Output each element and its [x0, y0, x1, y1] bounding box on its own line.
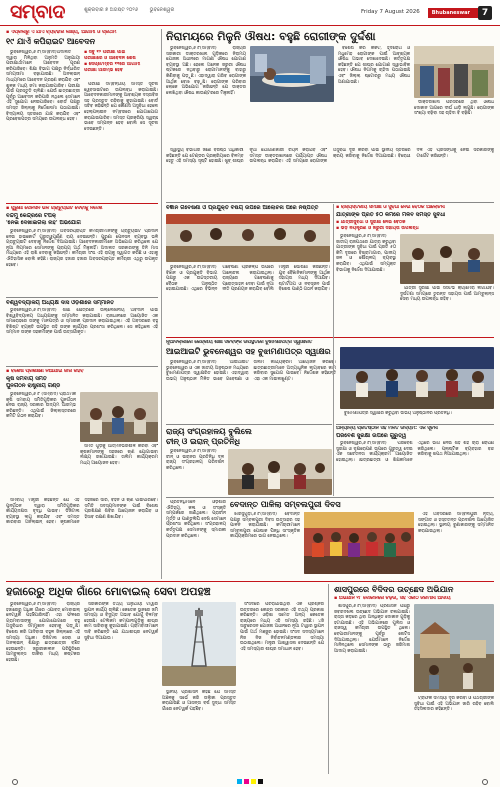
story2-body-1: ଭୁବନେଶ୍ୱର,୬।୮(ସମ୍ବାଦ) ରାଜ୍ୟର ସରକାରୀ ଡାକ୍ତରଖାନା ଗୁଡ଼ିକରେ ନିରାମୟ ଯୋଜନା ଅଧୀନରେ ମାଗଣା ଔଷଧ ଯୋଗାଣ ବ୍ୟବସ୍ଥା ଅଛି। ହେଲେ ଅନେକ ଜରୁରୀ ଔଷଧ ଷ୍ଟକରେ ନଥିବାରୁ ରୋଗୀମାନଙ୍କୁ ବାହାରୁ କିଣିବାକୁ ପଡ଼ୁଛି। ଏହାଦ୍ୱାରା ଗରିବ ରୋଗୀଙ୍କ ଆର୍ଥିକ ବୋଝ ବଢ଼ୁଛି। ରୋଗୀଙ୍କ ପରିବାର ଲୋକେ ଅଭିଯୋଗ କରିଛନ୍ତି ଯେ ଡାକ୍ତର ଲେଖିଥିବା ଔଷଧ କାଉଣ୍ଟରରେ ମିଳୁନାହିଁ।: [166, 46, 246, 96]
date-odia: ଶୁକ୍ରବାର ୭ ଅଗଷ୍ଟ ୨୦୨୬: [84, 7, 139, 13]
story1-body-cont: ପରୀକ୍ଷା ସମ୍ବନ୍ଧୀୟ ସମସ୍ତ ସୂଚନା ୱେବସାଇଟରେ ଉପଲବ୍ଧ କରାଯାଇଛି। ଆବେଦନକାରୀମାନଙ୍କୁ ଆବଶ୍ୟକ ଦସ୍ତାବିଜ ସହ ପ୍ରସ୍ତୁତ ରହିବାକୁ କୁହାଯାଇଛି। ବୋର୍ଡ ସଚିବ କହିଛନ୍ତି ଯେ କୌଣସି ଅସୁବିଧା ହେଲେ ହେଲ୍ପଲାଇନ ନମ୍ବରରେ ଯୋଗାଯୋଗ କରାଯାଇପାରିବ। ସମସ୍ତ ପ୍ରକ୍ରିୟା ସ୍ୱଚ୍ଛ ଭାବେ ସମ୍ପନ୍ନ ହେବ ବୋଲି ସେ ସୂଚନା ଦେଇଛନ୍ତି।: [84, 82, 158, 132]
story8-kicker: ନୂଆଦିଲ୍ଲୀରେ କେନ୍ଦ୍ରୀୟ ଶିକ୍ଷା ସଚିବଙ୍କ ଉପସ୍ଥିତିରେ ବୁଝାମଣାପତ୍ର ସ୍ୱାକ୍ଷରିତ: [166, 340, 313, 345]
divider: [166, 497, 494, 498]
story2-body-3: ଡାକ୍ତରଖାନା ପରିସରରେ ଥିବା ଔଷଧ ଦୋକାନ ଆଗରେ ଦୀର୍ଘ ଧାଡ଼ି ଲାଗୁଛି। ରୋଗୀଙ୍କ ସଂଖ୍ୟା ବଢ଼ିବା ସହ ଚାହିଦା ବି ବଢ଼ିଛି।: [414, 100, 494, 117]
story12-body-3: ସ୍ଥାନୀୟ ପ୍ରଶାସନ କହିଛି ଯେ ସମସ୍ତ ଅଞ୍ଚଳକୁ ସର୍ଭେ କରି ତାଲିକା ପ୍ରସ୍ତୁତ କରାଯାଇଛି ଓ ଆସନ୍ତା ବର୍ଷ ସୁଦ୍ଧା ସମସ୍ତ ଗାଁରେ ନେଟୱର୍କ ପହଞ୍ଚିବ।: [162, 690, 236, 712]
story3-kicker: ▪ ପୁରୁଣା ପେନସନ ଭଳି ଗ୍ରାଚ୍ୟୁଇଟି ଦେବାକୁ ନିର୍ଦ୍ଦେଶ: [6, 206, 103, 211]
divider: [6, 203, 158, 204]
story11-headline: ବେଦାନ୍ତ ପାଳିଲା ସମ୍ବଲପୁରୀ ଦିବସ: [230, 500, 341, 509]
story8-body: ଭୁବନେଶ୍ୱର,୬।୮(ସମ୍ବାଦ) ଆଇଆଇଟି ଭୁବନେଶ୍ୱର ଓ ଏକ ଜାତୀୟ ଅନୁଷ୍ଠାନ ମଧ୍ୟରେ ବୁଝାମଣାପତ୍ର ସ୍ୱାକ୍ଷରିତ ହୋଇଛି। ଏହାଦ୍ୱାରା ଉଭୟ ଅନୁଷ୍ଠାନ ମିଳିତ ଭାବେ ଗବେଷଣା ଓ ତାଲିମ କାର୍ଯ୍ୟକ୍ରମ ଆୟୋଜନ କରିବେ। ଛାତ୍ରଛାତ୍ରୀମାନେ ଅତ୍ୟାଧୁନିକ ଲ୍ୟାବରେ କାମ କରିବାର ସୁଯୋଗ ପାଇବେ। ନିର୍ଦ୍ଦେଶକ କହିଛନ୍ତି ଏହା ଏକ ମାଇଲଖୁଣ୍ଟ।: [166, 360, 336, 382]
mou-signing-photo: [340, 347, 494, 409]
masthead: [0, 0, 500, 26]
city-odia: ଭୁବନେଶ୍ୱର: [149, 7, 175, 13]
bullet: ▪ ଯାତ୍ରୀସୁବିଧା ଓ ସୁରକ୍ଷା ନେଇ ବୈଠକ: [336, 220, 406, 225]
mobile-tower-photo: [162, 602, 236, 686]
story10-body-1: ଭୁବନେଶ୍ୱର,୬।୮(ସମ୍ବାଦ) ଚୀନ୍ ଓ ଇରାନର ପ୍ରତିନିଧି ଦଳ ରାଜ୍ୟ ସଂଗ୍ରହାଳୟ ପରିଦର୍ଶନ କରିଥିଲେ।: [166, 449, 224, 471]
story4-headline: ବିଶ୍ୱବିଦ୍ୟାଳୟ ଅଧ୍ୟକ୍ଷ ଦାସ ଓଡ଼ିଶାରେ ସମ୍ମାନିତ: [6, 300, 115, 306]
divider: [336, 424, 494, 425]
story6-headline: ବିଜ୍ଞାନ ଗବେଷଣା ଓ ପ୍ରଯୁକ୍ତି ବିଷୟ ଉପରେ ଆଲୋଚନା ପରେ ନିଷ୍ପତ୍ତି: [166, 205, 319, 211]
story7-bullets: [336, 220, 494, 232]
story12-body-1: ଭୁବନେଶ୍ୱର,୬।୮(ସମ୍ବାଦ) ରାଜ୍ୟର ହଜାରେରୁ ଅଧିକ ଗାଁରେ ଏଯାବତ୍ ମୋବାଇଲ୍ ନେଟୱର୍କ ପହଞ୍ଚିପାରିନାହିଁ। ଏହା ଫଳରେ ଗ୍ରାମବାସୀଙ୍କୁ ଯୋଗାଯୋଗରେ ବହୁ ଅସୁବିଧାର ସମ୍ମୁଖୀନ ହେବାକୁ ପଡ଼ୁଛି। ବିଶେଷ କରି ଆଦିବାସୀ ବହୁଳ ଜିଲ୍ଲାରେ ଏହି ସମସ୍ୟା ଅଧିକ। ଡିଜିଟାଲ ସେବା ଓ ଅନଲାଇନ୍ ଶିକ୍ଷାରୁ ଛାତ୍ରଛାତ୍ରୀ ବଞ୍ଚିତ ହେଉଛନ୍ତି। ଜରୁରୀକାଳୀନ ପରିସ୍ଥିତିରେ ଆମ୍ବୁଲାନ୍ସ ଡାକିବା ମଧ୍ୟ କଷ୍ଟକର ହେଉଛି।: [6, 602, 80, 663]
story3-body: ଭୁବନେଶ୍ୱର,୬।୮(ସମ୍ବାଦ) ଅବସରପ୍ରାପ୍ତ କର୍ମଚାରୀମାନଙ୍କୁ ଗ୍ରାଚ୍ୟୁଇଟି ପ୍ରଦାନ ନେଇ ହାଇକୋର୍ଟ ଗୁରୁତ୍ୱପୂର୍ଣ୍ଣ ରାୟ ଦେଇଛନ୍ତି। ପୁରୁଣା ପେନସନ ବ୍ୟବସ୍ଥା ଭଳି ଗ୍ରାଚ୍ୟୁଇଟି ଦେବାକୁ ନିର୍ଦ୍ଦେଶ ଦିଆଯାଇଛି। ଆବେଦନକାରୀମାନେ ଅଭିଯୋଗ କରିଥିଲେ ଯେ ନୂଆ ନିୟମରେ ସେମାନଙ୍କୁ ପ୍ରାପ୍ୟ ଅର୍ଥ ମିଳୁନାହିଁ। ଅଦାଲତ ସରକାରଙ୍କୁ ତିନି ମାସ ମଧ୍ୟରେ ଏହି ରାଶି ଦେବାକୁ କହିଛନ୍ତି। କର୍ମଚାରୀ ସଂଘ ଏହି ରାୟକୁ ସ୍ୱାଗତ କରିଛି ଓ ଏହାକୁ ଐତିହାସିକ ବୋଲି କହିଛି। ରାଜ୍ୟର ହଜାର ହଜାର ଅବସରପ୍ରାପ୍ତ କର୍ମଚାରୀ ଏଥିରୁ ଉପକୃତ ହେବେ।: [6, 229, 158, 268]
story12-body-2: ସରକାରଙ୍କ ତଥ୍ୟ ଅନୁଯାୟୀ ଟାୱାର ସ୍ଥାପନ କାର୍ଯ୍ୟ ଚାଲିଛି। କେତେକ ସ୍ଥାନରେ ଜମି ସମସ୍ୟା ଓ ବିଦ୍ୟୁତ ଅଭାବ ଯୋଗୁଁ ବିଳମ୍ବ ହେଉଛି। ଟେଲିକମ କମ୍ପାନୀଗୁଡ଼ିକୁ ଶୀଘ୍ର କାମ ସାରିବାକୁ କୁହାଯାଇଛି। ଗ୍ରାମବାସୀମାନେ ଦାବି କରିଛନ୍ତି ଯେ ଯଥାଶୀଘ୍ର ନେଟୱର୍କ ସୁବିଧା ଦିଆଯାଉ।: [84, 602, 158, 641]
divider: [166, 337, 494, 338]
story5-kicker: ▪ ବିଶେଷ ପ୍ରଶିକ୍ଷଣ ନିଆଯାଇ ଜାରି ରହିବ: [6, 369, 84, 374]
story2-headline: ନିରାମୟରେ ମିଳୁନି ଔଷଧ: ବହୁଛି ରୋଗୀଙ୍କ ଦୁର୍ଦ୍ଦଶା: [166, 30, 376, 43]
story9-headline: ପରିବେଶ ସୁରକ୍ଷା ଉପରେ ଗୁରୁତ୍ୱ: [336, 433, 407, 439]
story5-headline: କୃଷି ସମବାୟ ସମିତି: [6, 376, 47, 382]
story5-body-2: ସମିତି ଗୁଡ଼ିକୁ ଆତ୍ମନିର୍ଭରଶୀଳ କରିବା ଏବଂ କୃଷକମାନଙ୍କୁ ସହଜରେ ଋଣ ଯୋଗାଇବା ଲକ୍ଷ୍ୟ ରଖାଯାଇଛି। ତାଲିମ କାର୍ଯ୍ୟକ୍ରମ ମଧ୍ୟ ଆୟୋଜନ ହେବ।: [80, 444, 158, 466]
divider: [166, 202, 494, 203]
divider: [166, 424, 332, 425]
story8-headline: ଆଇଆଇଟି ଭୁବନେଶ୍ୱର ସହ ବୁଝାମଣାପତ୍ର ସ୍ୱାକ୍ଷର: [166, 347, 331, 356]
registration-mark-icon: [12, 779, 18, 785]
story2-body-2: ବିଶେଷ କରି କର୍କଟ, ହୃଦରୋଗ ଓ ମଧୁମେହ ରୋଗୀଙ୍କ ପାଇଁ ଆବଶ୍ୟକ ଔଷଧ ଅଭାବ ଦେଖାଦେଇଛି। କର୍ତ୍ତୃପକ୍ଷ କହିଛନ୍ତି ଯେ ଶୀଘ୍ର ଯୋଗାଣ ସ୍ୱାଭାବିକ ହେବ। ଔଷଧ ନିଗମକୁ ଚାହିଦା ପଠାଯାଇଛି ଏବଂ ଜିଲ୍ଲା ଷ୍ଟୋରରୁ ମଧ୍ୟ ଔଷଧ ଅଣାଯାଉଛି।: [338, 46, 410, 85]
story8-body-cont: ବୁଝାମଣାପତ୍ର ସ୍ୱାକ୍ଷର କରୁଥିବା ଉଭୟ ଅନୁଷ୍ଠାନର ପ୍ରତିନିଧି।: [344, 411, 452, 416]
divider: [6, 581, 494, 582]
edition-tag: Bhubaneswar: [428, 8, 488, 18]
pharmacy-photo: [414, 46, 494, 98]
story3-subhead: 'ନେଇ ଦେଖାଇଗଲା ନାହିଁ' ଅଭିଯୋଗ: [6, 220, 81, 226]
story10-headline: ରାଜ୍ୟ ସଂଗ୍ରହାଳୟ ବୁଲିଲେ: [166, 427, 252, 436]
page-number: 7: [478, 6, 492, 20]
story7-headline: ଯାତ୍ରୀଙ୍କ ପ୍ରତି ୫୦ କିମିରେ ମିଳିବ ସମସ୍ତ ସୁବିଧା: [336, 212, 446, 218]
divider: [6, 297, 158, 298]
registration-mark-icon: [482, 779, 488, 785]
story7-body-1: ଭୁବନେଶ୍ୱର,୬।୮(ସମ୍ବାଦ) ଜାତୀୟ ରାଜପଥରେ ଯାତ୍ରା କରୁଥିବା ଯାତ୍ରୀଙ୍କ ସୁବିଧା ପାଇଁ ପ୍ରତି ୫୦ କିମି ଦୂରରେ ବିଶ୍ରାମାଗାର, ପାନୀୟ ଜଳ ଓ ଶୌଚାଳୟ ବ୍ୟବସ୍ଥା କରାଯିବ। ଏଥିପାଇଁ ସମ୍ପୃକ୍ତ ବିଭାଗକୁ ନିର୍ଦ୍ଦେଶ ଦିଆଯାଇଛି।: [336, 234, 396, 273]
bullet: ▪ ସେପ୍ଟେମ୍ବର ୧୧ରେ ଆଗାମୀ: [84, 62, 141, 67]
story1-bullets: [84, 50, 158, 80]
story5-body-1: ଭୁବନେଶ୍ୱର,୬।୮ (ସମ୍ବାଦ) ପ୍ରାଥମିକ କୃଷି ସମବାୟ ସମିତିଗୁଡ଼ିକର ପୁନର୍ଗଠନ ନେଇ ରାଜ୍ୟ ସରକାର ଉଦ୍ୟମ ଆରମ୍ଭ କରିଛନ୍ତି। ଏଥିପାଇଁ ଜିଲ୍ଲାସ୍ତରରେ କମିଟି ଗଠନ କରାଯିବ।: [6, 392, 76, 420]
story10-body-2: ପ୍ରତିନିଧିମାନେ ଓଡ଼ିଶାର ଐତିହ୍ୟ, କଳା ଓ ସଂସ୍କୃତି ସମ୍ପର୍କରେ ଜାଣିଥିଲେ। ପ୍ରାଚୀନ ମୂର୍ତ୍ତି ଓ ପାଣ୍ଡୁଲିପି ଦେଖି ସେମାନେ ପ୍ରଶଂସା କରିଥିଲେ। ସଂଗ୍ରହାଳୟ କର୍ତ୍ତୃପକ୍ଷ ସେମାନଙ୍କୁ ସ୍ମାରକୀ ପ୍ରଦାନ କରିଥିଲେ।: [166, 500, 226, 539]
date-english: Friday 7 August 2026: [361, 8, 420, 15]
story9-kicker: ଅନ୍ୟାନ୍ୟ ପ୍ରତିଷ୍ଠାନ ସହ ମିଳିତ ଉଦ୍ୟମ: ଏକ ସୂଚନା: [336, 426, 438, 431]
museum-visit-photo: [228, 449, 332, 495]
story10-subhead: ଚୀନ୍ ଓ ଇରାନ୍ ପ୍ରତିନିଧି: [166, 437, 241, 446]
story13-kicker: ▪ ଅଭିଯାନ ୧୮ ଦୋକାନରେ ଚଢ଼ଉ, ସହ ଏକାଠି ଜରିମାନା ଆଦାୟ: [334, 596, 451, 601]
story11-body-2: ଏହି ଅବସରରେ ସମ୍ବଲପୁରୀ ନୃତ୍ୟ, ସଙ୍ଗୀତ ଓ ହସ୍ତତନ୍ତ ପ୍ରଦର୍ଶନୀ ଆୟୋଜିତ ହୋଇଥିଲା। ସ୍ଥାନୀୟ ବୁଣାକାରଙ୍କୁ ସମ୍ମାନିତ କରାଯାଇଥିଲା।: [418, 512, 494, 534]
story1-body: ଭୁବନେଶ୍ୱର,୬।୮(ସମ୍ବାଦ)ଅଦାଲତ ଦ୍ୱାରା ମିଳିଥିବା ଅନୁମତି ଅନୁଯାୟୀ ପରୀକ୍ଷାର୍ଥୀମାନେ ଆବେଦନ ପୂରଣ କରିପାରିବେ। ଶିକ୍ଷା ବିଭାଗ ପକ୍ଷରୁ ନିର୍ଦ୍ଧାରିତ ସମୟସୀମା ବଢ଼ାଯାଇଛି। ଅନଲାଇନ୍ ମାଧ୍ୟମରେ ଆବେଦନ ଗ୍ରହଣ କରାଯିବ ଏବଂ ଶୁଳ୍କ ମଧ୍ୟ ଜମା କରାଯାଇପାରିବ। ପରୀକ୍ଷା ପାଇଁ ପ୍ରସ୍ତୁତି ଚାଲିଛି। ଯେଉଁ ଛାତ୍ରଛାତ୍ରୀ ପୂର୍ବରୁ ଆବେଦନ କରିପାରି ନଥିଲେ ସେମାନେ ଏହି ସୁଯୋଗ ନେଇପାରିବେ। ବୋର୍ଡ ପକ୍ଷରୁ ସମସ୍ତ ଜିଲ୍ଲାକୁ ନିର୍ଦ୍ଦେଶନାମା ପଠାଯାଇଛି। ବିଦ୍ୟାଳୟ ସ୍ତରରେ ଯାଞ୍ଚ କରାଯିବ ଏବଂ ପ୍ରବେଶପତ୍ର ସମୟରେ ଉପଲବ୍ଧ ହେବ।: [6, 50, 80, 123]
story5-body-3: ସମବାୟ ମନ୍ତ୍ରୀ କହିଛନ୍ତି ଯେ ଏହି ପୁନର୍ଗଠନ ଦ୍ୱାରା ସମିତିଗୁଡ଼ିକର କାର୍ଯ୍ୟଦକ୍ଷତା ବୃଦ୍ଧି ପାଇବ। ଡିଜିଟାଲ ବ୍ୟବସ୍ଥା ଲାଗୁ କରାଯିବ ଏବଂ ସମସ୍ତ କାରବାର ଅନଲାଇନ୍ ହେବ। କୃଷକମାନେ ସହଜରେ ସାର, ବିହନ ଓ ଋଣ ପାଇପାରିବେ। ସମିତି ସଦସ୍ୟମାନଙ୍କ ପାଇଁ ବିଶେଷ ପ୍ରଶିକ୍ଷଣ ଶିବିର ଆୟୋଜନ କରାଯିବ ଓ ହିସାବ ରକ୍ଷଣ ଶିଖାଯିବ।: [6, 498, 158, 526]
column-rule: [328, 584, 329, 774]
bullet: ▪ ଭିଡ଼ ନିୟନ୍ତ୍ରଣ ଓ ଜରୁରୀ ସହାୟତା ଉପଲବ୍ଧ: [336, 226, 419, 231]
color-bar: [237, 779, 263, 784]
bullet: ▪ ସବୁ ୧୨ ପରୀକ୍ଷା ପାଇଁ: [84, 50, 126, 55]
story13-body-1: ଶାସପୁର,୬।୮(ସମ୍ବାଦ) ପ୍ରଶାସନ ପକ୍ଷରୁ ଜବରଦଖଲ ଉଚ୍ଛେଦ ଅଭିଯାନ ଚଳାଯାଇଛି। ରାସ୍ତା କଡ଼ରେ ଥିବା ଅନଧିକୃତ ଦୋକାନ ଗୁଡ଼ିକୁ ହଟାଯାଇଛି। ଏହି ଅଭିଯାନରେ ପୁଲିସ ଓ ରାଜସ୍ୱ କର୍ମଚାରୀ ଉପସ୍ଥିତ ଥିଲେ। ବେପାରୀମାନଙ୍କୁ ପୂର୍ବରୁ ନୋଟିସ ଦିଆଯାଇଥିଲା। ଯେଉଁମାନେ ନିର୍ଦ୍ଦେଶ ମାନିନଥିଲେ ସେମାନଙ୍କ ଠାରୁ ଜରିମାନା ଆଦାୟ କରାଯାଇଛି।: [334, 604, 410, 654]
story3-headline: ବନ୍ଦମୁଁ କେନ୍ଦ୍ରରେ ଟିପିକ୍: [6, 213, 56, 219]
story4-body: ଭୁବନେଶ୍ୱର,୬।୮(ସମ୍ବାଦ) ଶିକ୍ଷା କ୍ଷେତ୍ରରେ ଉଲ୍ଲେଖନୀୟ ଅବଦାନ ପାଇଁ ବିଶ୍ୱବିଦ୍ୟାଳୟ ଅଧ୍ୟକ୍ଷଙ୍କୁ ସମ୍ମାନିତ କରାଯାଇଛି। ରାଜଧାନୀରେ ଆୟୋଜିତ ଏକ ସମାରୋହରେ ତାଙ୍କୁ ମାନପତ୍ର ଓ ସ୍ମାରକୀ ପ୍ରଦାନ କରାଯାଇଥିଲା। ଏହି ଅବସରରେ ବହୁ ବିଶିଷ୍ଟ ବ୍ୟକ୍ତି ଉପସ୍ଥିତ ରହି ତାଙ୍କ କାର୍ଯ୍ୟର ପ୍ରଶଂସା କରିଥିଲେ। ସେ କହିଥିଲେ ଏହି ସମ୍ମାନ ତାଙ୍କ ସହକର୍ମୀଙ୍କ ପାଇଁ ଉତ୍ସର୍ଗୀକୃତ।: [6, 308, 158, 336]
divider: [6, 366, 158, 367]
sambalpuri-day-photo: [304, 512, 414, 574]
patients-photo: [250, 46, 334, 102]
dateline-odia: [84, 8, 184, 14]
story5-subhead: ପୁନର୍ଗଠନ ରାଷ୍ଟ୍ରୀୟ ଗଣ୍ଡି: [6, 383, 61, 389]
story6-body: ଭୁବନେଶ୍ୱର,୬।୮(ସମ୍ବାଦ) ବିଜ୍ଞାନ ଓ ପ୍ରଯୁକ୍ତି ବିଭାଗ ପକ୍ଷରୁ ଏକ ଉଚ୍ଚସ୍ତରୀୟ ବୈଠକ ଅନୁଷ୍ଠିତ ହୋଇଯାଇଛି। ଏଥିରେ ବିଭିନ୍ନ ଗବେଷଣା ପ୍ରକଳ୍ପ ଉପରେ ଆଲୋଚନା କରାଯାଇଥିଲା। ରାଜ୍ୟରେ ଗବେଷଣାକୁ ପ୍ରୋତ୍ସାହନ ଦେବା ପାଇଁ ନୂଆ ନୀତି ପ୍ରଣୟନ କରାଯିବ ବୋଲି ମନ୍ତ୍ରୀ ଘୋଷଣା କରିଛନ୍ତି। ଯୁବ ବୈଜ୍ଞାନିକମାନଙ୍କୁ ଆର୍ଥିକ ସହାୟତା ମଧ୍ୟ ଦିଆଯିବ। ଷ୍ଟାର୍ଟଅପ ଓ ନବସୃଜନ ପାଇଁ ବିଶେଷ ପାଣ୍ଠି ଗଠନ କରାଯିବ।: [166, 265, 330, 293]
cooperative-meeting-photo: [80, 392, 158, 442]
story7-body-2: ଯାତ୍ରୀ ସୁରକ୍ଷା ପାଇଁ ସିସିଟିଭି କ୍ୟାମେରା ଲଗାଯିବ। ଦୁର୍ଘଟଣା ସମୟରେ ତୁରନ୍ତ ସହାୟତା ପାଇଁ ଆମ୍ବୁଲାନ୍ସ ସେବା ମଧ୍ୟ ଉପଲବ୍ଧ ରହିବ।: [400, 286, 494, 303]
story2-body-4: ସ୍ୱାସ୍ଥ୍ୟ ବିଭାଗର ଜଣେ ବରିଷ୍ଠ ଅଧିକାରୀ କହିଛନ୍ତି ଯେ ଟେଣ୍ଡର ପ୍ରକ୍ରିୟାରେ ବିଳମ୍ବ ହେତୁ ଏହି ସମସ୍ୟା ସୃଷ୍ଟି ହୋଇଛି। ଖୁବ୍ ଶୀଘ୍ର ନୂଆ ଯୋଗାଣକାରୀ ଚୟନ କରାଯିବ ଏବଂ ସମସ୍ତ ଡାକ୍ତରଖାନାରେ ପର୍ଯ୍ୟାପ୍ତ ଔଷଧ ଉପଲବ୍ଧ କରାଯିବ। ଏହି ସମୟରେ ରୋଗୀଙ୍କ ଅସୁବିଧା ଦୂର କରିବା ପାଇଁ ସ୍ଥାନୀୟ ସ୍ତରରେ କ୍ରୟ କରିବାକୁ ନିର୍ଦ୍ଦେଶ ଦିଆଯାଇଛି। ବିରୋଧୀ ଦଳ ଏହି ପ୍ରସଙ୍ଗକୁ ନେଇ ସରକାରଙ୍କୁ ଟାର୍ଗେଟ କରିଛନ୍ତି।: [166, 148, 494, 165]
column-rule: [161, 29, 162, 579]
bullet: ପରୀକ୍ଷା ଆରମ୍ଭ ହେବ: [84, 68, 123, 73]
bullet: ପରୀକ୍ଷାରେ ଓ ଆବେଦନ ଶେଷ: [84, 56, 136, 61]
story13-body-2: ଟ୍ରାଫିକ ସମସ୍ୟା ଦୂର କରିବା ଓ ପଥଚାରୀଙ୍କ ସୁବିଧା ପାଇଁ ଏହି ଅଭିଯାନ ଜାରି ରହିବ ବୋଲି ତହସିଲଦାର କହିଛନ୍ତି।: [414, 696, 494, 713]
conference-photo: [166, 214, 330, 262]
story7-kicker: ▪ ରାଜ୍ୟସ୍ତରୀୟ ସମୀକ୍ଷା ଓ ସୁବିଧା ନେଇ ବୈଠକ ଆଲୋଚନା: [336, 205, 445, 210]
story1-kicker: ▪ ଏପ୍ରିଲରୁ ଏ ଯାଏ ବ୍ୟବହାର ଲକ୍ଷ୍ୟ, ଆଗାମୀ ଓ ପ୍ରଥମ: [6, 30, 117, 35]
story11-body-1: ଝାରସୁଗୁଡ଼ା,୬।୮(ସମ୍ବାଦ) ବେଦାନ୍ତ ପକ୍ଷରୁ ସମ୍ବଲପୁରୀ ଦିବସ ଉତ୍ସାହର ସହ ପାଳନ କରାଯାଇଛି। କର୍ମଚାରୀମାନେ ସମ୍ବଲପୁରୀ ପୋଷାକ ପିନ୍ଧି ସାଂସ୍କୃତିକ କାର୍ଯ୍ୟକ୍ରମରେ ଭାଗ ନେଇଥିଲେ।: [230, 512, 300, 540]
story12-body-4: ସଂସଦରେ ପଚରାଯାଇଥିବା ଏକ ପ୍ରଶ୍ନର ଉତ୍ତରରେ କେନ୍ଦ୍ର ସରକାର ଏହି ତଥ୍ୟ ପ୍ରକାଶ କରିଛନ୍ତି। ଓଡ଼ିଶା ସମେତ ଅନ୍ୟ କେତେକ ରାଜ୍ୟରେ ମଧ୍ୟ ଏହି ସମସ୍ୟା ରହିଛି। ୪ଜି ସାଚୁରେସନ ଯୋଜନା ଅଧୀନରେ ନୂଆ ଟାୱାର ସ୍ଥାପନ ପାଇଁ ଅର୍ଥ ମଞ୍ଜୁର ହୋଇଛି। ସଂସଦ ସଦସ୍ୟମାନେ ନିଜ ନିଜ ନିର୍ବାଚନମଣ୍ଡଳୀର ସମସ୍ୟା ଉଠାଇଥିଲେ। ମନ୍ତ୍ରୀ ଆଶ୍ୱାସନା ଦେଇଛନ୍ତି ଯେ ଏହି ସମସ୍ୟାର ଶୀଘ୍ର ସମାଧାନ ହେବ।: [240, 602, 324, 652]
newspaper-logo: ସମ୍ବାଦ: [10, 1, 65, 23]
story9-body: ଭୁବନେଶ୍ୱର,୬।୮(ସମ୍ବାଦ) ପରିବେଶ ସୁରକ୍ଷା ଓ ବୃକ୍ଷରୋପଣ ଉପରେ ଗୁରୁତ୍ୱ ଦେଇ ଏକ ସଚେତନତା କାର୍ଯ୍ୟକ୍ରମ ଆୟୋଜିତ ହୋଇଥିଲା। ଛାତ୍ରଛାତ୍ରୀ ଓ ଶିକ୍ଷକମାନେ ଏଥିରେ ଭାଗ ନେଇ ଶହ ଶହ ଚାରା ରୋପଣ କରିଥିଲେ। ପ୍ଲାଷ୍ଟିକ ବ୍ୟବହାର ବନ୍ଦ କରିବାକୁ ଶପଥ ନିଆଯାଇଥିଲା।: [336, 441, 494, 463]
story1-headline: ୧୯ ଯାଏଁ କପିରାଇଟ ଆବେଦନ: [6, 37, 96, 46]
story12-headline: ହଜାରେରୁ ଅଧିକ ଗାଁରେ ମୋବାଇଲ୍ ସେବା ଅପହଞ୍ଚ: [6, 585, 211, 598]
edition-bar: [361, 5, 492, 20]
column-rule: [333, 204, 334, 496]
meeting-photo: [400, 234, 494, 284]
story13-headline: ଶାସପୁରରେ ବିଦିଦର ଉଚ୍ଛେଦ ଅଭିଯାନ: [334, 585, 454, 594]
eviction-drive-photo: [414, 604, 494, 692]
print-marks: [0, 776, 500, 787]
